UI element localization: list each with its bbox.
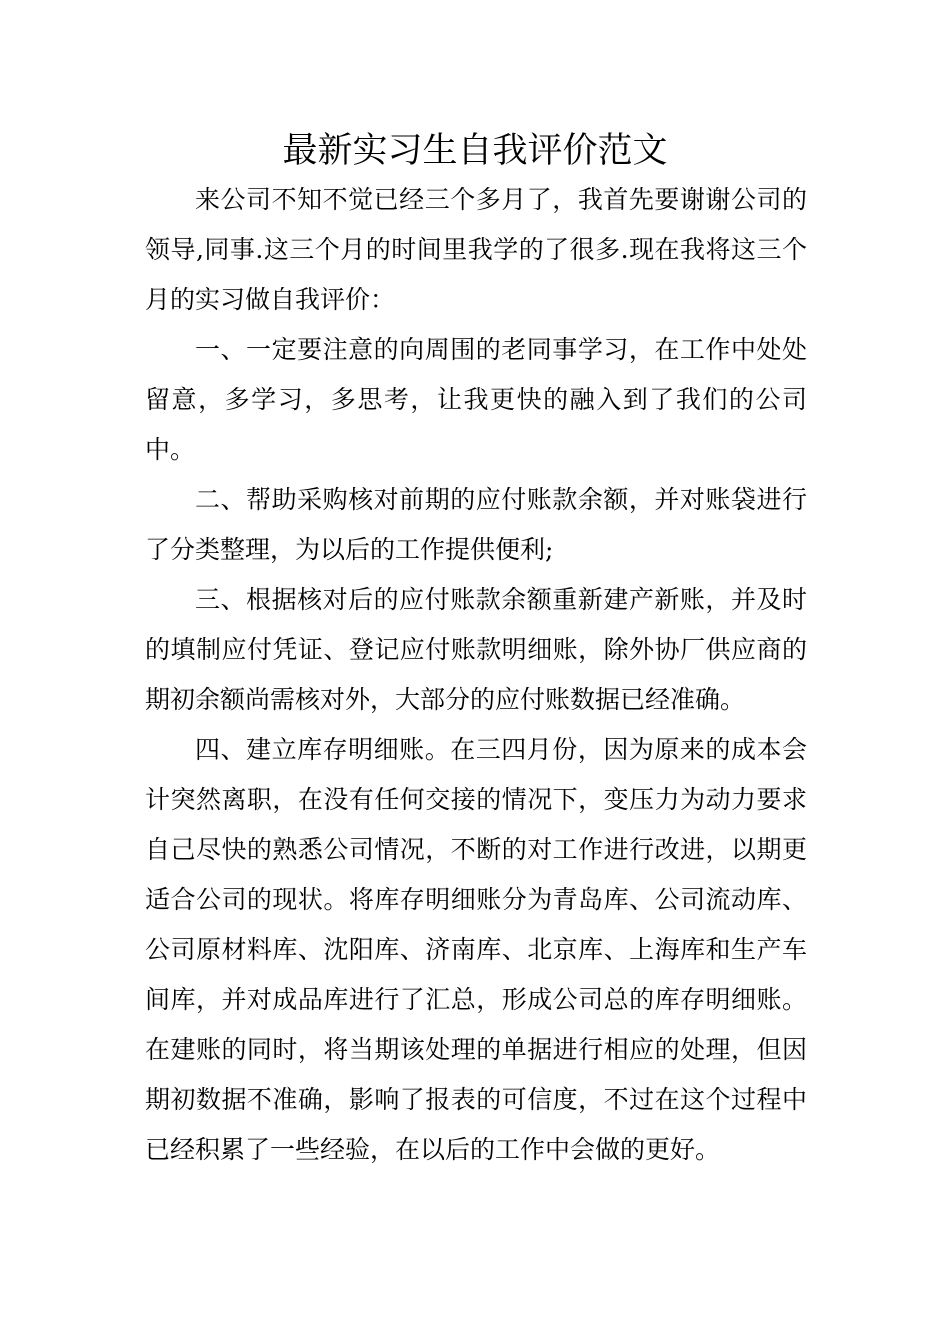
document-title: 最新实习生自我评价范文 [282, 131, 668, 171]
paragraph-point-2: 二、帮助采购核对前期的应付账款余额，并对账袋进行了分类整理，为以后的工作提供便利; [145, 485, 807, 564]
paragraph-point-1: 一、一定要注意的向周围的老同事学习，在工作中处处留意，多学习，多思考，让我更快的融入到了我们的公司中。 [145, 335, 807, 464]
paragraph-point-3: 三、根据核对后的应付账款余额重新建产新账，并及时的填制应付凭证、登记应付账款明细账，除外协厂供应商的期初余额尚需核对外，大部分的应付账数据已经准确。 [145, 585, 807, 714]
document-body [145, 175, 807, 1175]
paragraph-point-4: 四、建立库存明细账。在三四月份，因为原来的成本会计突然离职，在没有任何交接的情况下，变压力为动力要求自己尽快的熟悉公司情况，不断的对工作进行改进，以期更适合公司的现状。将库存明细账分为青岛库、公司流动库、公司原材料库、沈阳库、济南库、北京库、上海库和生产车间库，并对成品库进行了汇总，形成公司总的库存明细账。在建账的同时，将当期该处理的单据进行相应的处理，但因期初数据不准确，影响了报表的可信度，不过在这个过程中已经积累了一些经验，在以后的工作中会做的更好。 [145, 735, 807, 1164]
paragraph-intro: 来公司不知不觉已经三个多月了，我首先要谢谢公司的领导,同事.这三个月的时间里我学的了很多.现在我将这三个月的实习做自我评价： [145, 185, 807, 314]
